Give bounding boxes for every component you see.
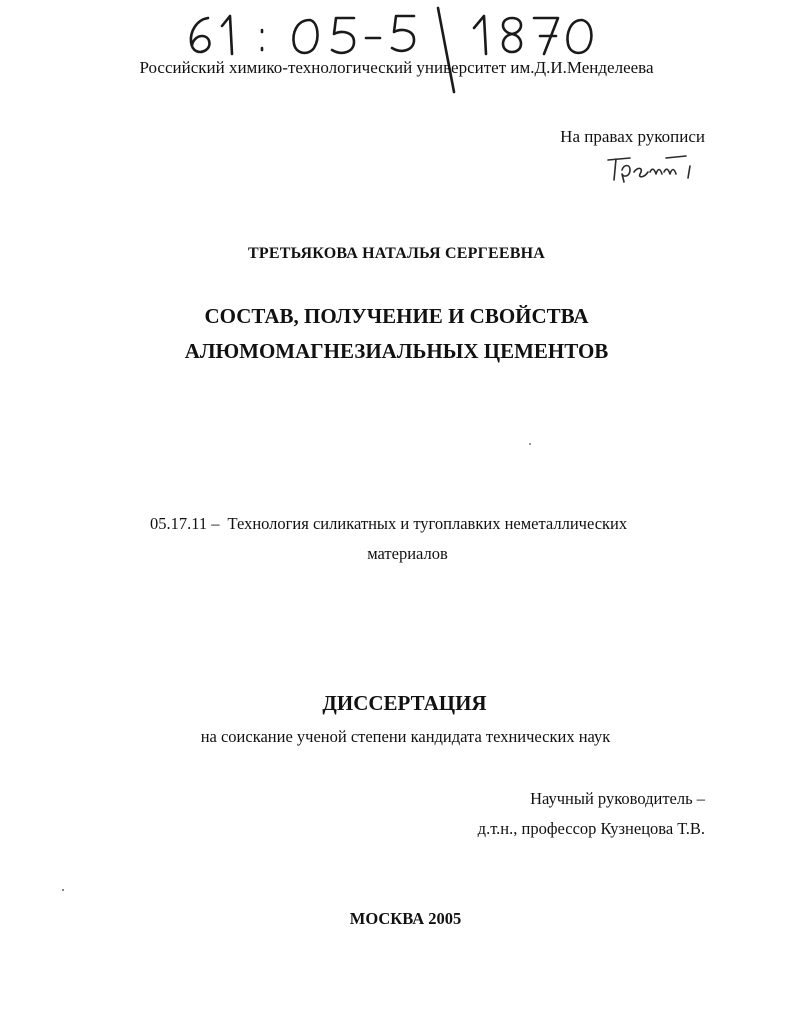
author-name: ТРЕТЬЯКОВА НАТАЛЬЯ СЕРГЕЕВНА bbox=[248, 245, 545, 262]
degree-statement: на соискание ученой степени кандидата технических наук bbox=[200, 727, 611, 746]
specialty-code: 05.17.11 – bbox=[150, 514, 220, 533]
scan-speck-margin bbox=[62, 889, 64, 891]
advisor-label: Научный руководитель – bbox=[530, 789, 705, 808]
place-and-year: МОСКВА 2005 bbox=[349, 909, 462, 928]
handwritten-signature bbox=[604, 152, 700, 188]
handwritten-archive-number bbox=[182, 4, 602, 94]
dissertation-title-line-1: СОСТАВ, ПОЛУЧЕНИЕ И СВОЙСТВА bbox=[204, 304, 589, 328]
specialty-line-1 bbox=[150, 514, 627, 534]
rights-notice: На правах рукописи bbox=[560, 127, 705, 146]
specialty-name-part-1: Технология силикатных и тугоплавких неметаллических bbox=[227, 514, 628, 533]
dissertation-title-line-2: АЛЮМОМАГНЕЗИАЛЬНЫХ ЦЕМЕНТОВ bbox=[184, 339, 609, 363]
specialty-name-part-2: материалов bbox=[367, 544, 448, 563]
document-type: ДИССЕРТАЦИЯ bbox=[322, 691, 487, 715]
scan-speck bbox=[529, 443, 531, 445]
advisor-name: д.т.н., профессор Кузнецова Т.В. bbox=[477, 819, 705, 838]
university-name: Российский химико-технологический университет им.Д.И.Менделеева bbox=[139, 58, 654, 77]
